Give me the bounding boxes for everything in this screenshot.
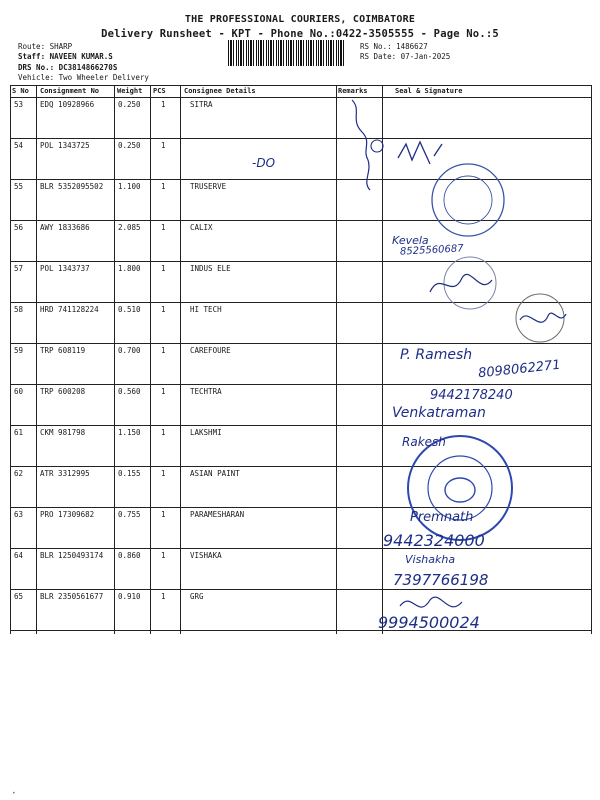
signature-vishakha: Vishakha bbox=[405, 553, 456, 566]
signature-phone-6: 9994500024 bbox=[378, 613, 480, 632]
cell-pcs: 1 bbox=[161, 182, 166, 191]
cell-pcs: 1 bbox=[161, 100, 166, 109]
cell-pcs: 1 bbox=[161, 469, 166, 478]
cell-pcs: 1 bbox=[161, 510, 166, 519]
runsheet-subtitle: Delivery Runsheet - KPT - Phone No.:0422-3505555 - Page No.:5 bbox=[101, 28, 499, 40]
column-header-seal: Seal & Signature bbox=[395, 87, 463, 95]
cell-pcs: 1 bbox=[161, 223, 166, 232]
cell-sno: 65 bbox=[14, 592, 24, 601]
table-row-border bbox=[10, 630, 592, 631]
cell-consignment: HRD 741128224 bbox=[40, 305, 99, 314]
cell-consignee: CAREFOURE bbox=[190, 346, 231, 355]
cell-sno: 60 bbox=[14, 387, 24, 396]
table-top-border bbox=[10, 85, 592, 86]
table-row bbox=[10, 425, 592, 466]
cell-weight: 0.250 bbox=[118, 141, 141, 150]
cell-weight: 1.800 bbox=[118, 264, 141, 273]
signature-phone-4: 9442324000 bbox=[383, 531, 485, 550]
cell-consignment: EDQ 10928966 bbox=[40, 100, 95, 109]
cell-consignment: POL 1343737 bbox=[40, 264, 90, 273]
table-row bbox=[10, 97, 592, 138]
table-row bbox=[10, 548, 592, 589]
cell-consignment: CKM 981798 bbox=[40, 428, 86, 437]
ditto-mark: -DO bbox=[252, 156, 276, 170]
cell-sno: 55 bbox=[14, 182, 24, 191]
cell-consignment: PRO 17309682 bbox=[40, 510, 95, 519]
vehicle-label: Vehicle: Two Wheeler Delivery bbox=[18, 73, 149, 82]
table-row bbox=[10, 302, 592, 343]
column-header-remarks: Remarks bbox=[338, 87, 368, 95]
cell-consignment: ATR 3312995 bbox=[40, 469, 90, 478]
cell-consignment: BLR 2350561677 bbox=[40, 592, 104, 601]
cell-pcs: 1 bbox=[161, 387, 166, 396]
cell-sno: 59 bbox=[14, 346, 24, 355]
signature-venkatraman: Venkatraman bbox=[392, 405, 486, 421]
column-header-consignment: Consignment No bbox=[40, 87, 100, 95]
signature-rakesh: Rakesh bbox=[402, 435, 446, 449]
cell-weight: 0.250 bbox=[118, 100, 141, 109]
cell-consignment: TRP 600208 bbox=[40, 387, 86, 396]
rs-number: RS No.: 1486627 bbox=[360, 42, 428, 51]
column-header-sno: S No bbox=[12, 87, 29, 95]
cell-weight: 0.510 bbox=[118, 305, 141, 314]
cell-consignment: POL 1343725 bbox=[40, 141, 90, 150]
cell-consignee: VISHAKA bbox=[190, 551, 222, 560]
cell-sno: 62 bbox=[14, 469, 24, 478]
route-label: Route: SHARP bbox=[18, 42, 73, 51]
runsheet-table bbox=[10, 85, 592, 634]
cell-sno: 54 bbox=[14, 141, 24, 150]
cell-consignment: BLR 5352095502 bbox=[40, 182, 104, 191]
cell-consignee: LAKSHMI bbox=[190, 428, 222, 437]
cell-pcs: 1 bbox=[161, 141, 166, 150]
cell-weight: 0.560 bbox=[118, 387, 141, 396]
table-row bbox=[10, 589, 592, 630]
cell-sno: 53 bbox=[14, 100, 24, 109]
cell-pcs: 1 bbox=[161, 346, 166, 355]
cell-consignee: ASIAN PAINT bbox=[190, 469, 240, 478]
cell-consignee: GRG bbox=[190, 592, 204, 601]
cell-weight: 2.085 bbox=[118, 223, 141, 232]
cell-weight: 0.700 bbox=[118, 346, 141, 355]
cell-consignment: AWY 1833686 bbox=[40, 223, 90, 232]
runsheet-title: THE PROFESSIONAL COURIERS, COIMBATORE bbox=[184, 14, 416, 25]
table-row bbox=[10, 220, 592, 261]
cell-pcs: 1 bbox=[161, 305, 166, 314]
cell-consignee: TRUSERVE bbox=[190, 182, 227, 191]
cell-consignment: TRP 608119 bbox=[40, 346, 86, 355]
signature-phone-3: 9442178240 bbox=[430, 388, 513, 403]
cell-sno: 57 bbox=[14, 264, 24, 273]
cell-consignee: SITRA bbox=[190, 100, 213, 109]
drs-label: DRS No.: DC3814866270S bbox=[18, 63, 118, 72]
cell-sno: 63 bbox=[14, 510, 24, 519]
cell-consignee: INDUS ELE bbox=[190, 264, 231, 273]
cell-weight: 1.100 bbox=[118, 182, 141, 191]
cell-pcs: 1 bbox=[161, 428, 166, 437]
signature-ramesh: P. Ramesh bbox=[400, 347, 473, 363]
signature-kevela: Kevela bbox=[392, 234, 429, 247]
table-row bbox=[10, 466, 592, 507]
cell-sno: 58 bbox=[14, 305, 24, 314]
column-header-consignee: Consignee Details bbox=[184, 87, 256, 95]
cell-consignee: HI TECH bbox=[190, 305, 222, 314]
cell-consignee: TECHTRA bbox=[190, 387, 222, 396]
column-header-weight: Weight bbox=[117, 87, 143, 95]
cell-consignee: CALIX bbox=[190, 223, 213, 232]
corner-mark: • bbox=[12, 790, 16, 797]
cell-weight: 0.910 bbox=[118, 592, 141, 601]
signature-phone-5: 7397766198 bbox=[393, 571, 489, 589]
table-row bbox=[10, 138, 592, 179]
signature-premnath: Premnath bbox=[410, 510, 474, 525]
cell-consignee: PARAMESHARAN bbox=[190, 510, 245, 519]
table-row bbox=[10, 261, 592, 302]
cell-weight: 0.755 bbox=[118, 510, 141, 519]
cell-pcs: 1 bbox=[161, 551, 166, 560]
cell-consignment: BLR 1250493174 bbox=[40, 551, 104, 560]
signature-phone-2: 8098062271 bbox=[477, 357, 562, 382]
column-header-pcs: PCS bbox=[153, 87, 166, 95]
staff-label: Staff: NAVEEN KUMAR.S bbox=[18, 52, 113, 61]
table-row bbox=[10, 179, 592, 220]
table-row bbox=[10, 507, 592, 548]
cell-pcs: 1 bbox=[161, 264, 166, 273]
rs-date: RS Date: 07-Jan-2025 bbox=[360, 52, 451, 61]
cell-sno: 64 bbox=[14, 551, 24, 560]
cell-sno: 61 bbox=[14, 428, 24, 437]
cell-weight: 0.860 bbox=[118, 551, 141, 560]
cell-weight: 1.150 bbox=[118, 428, 141, 437]
signature-phone-1: 8525560687 bbox=[399, 243, 464, 258]
barcode bbox=[228, 40, 346, 66]
cell-weight: 0.155 bbox=[118, 469, 141, 478]
cell-sno: 56 bbox=[14, 223, 24, 232]
cell-pcs: 1 bbox=[161, 592, 166, 601]
